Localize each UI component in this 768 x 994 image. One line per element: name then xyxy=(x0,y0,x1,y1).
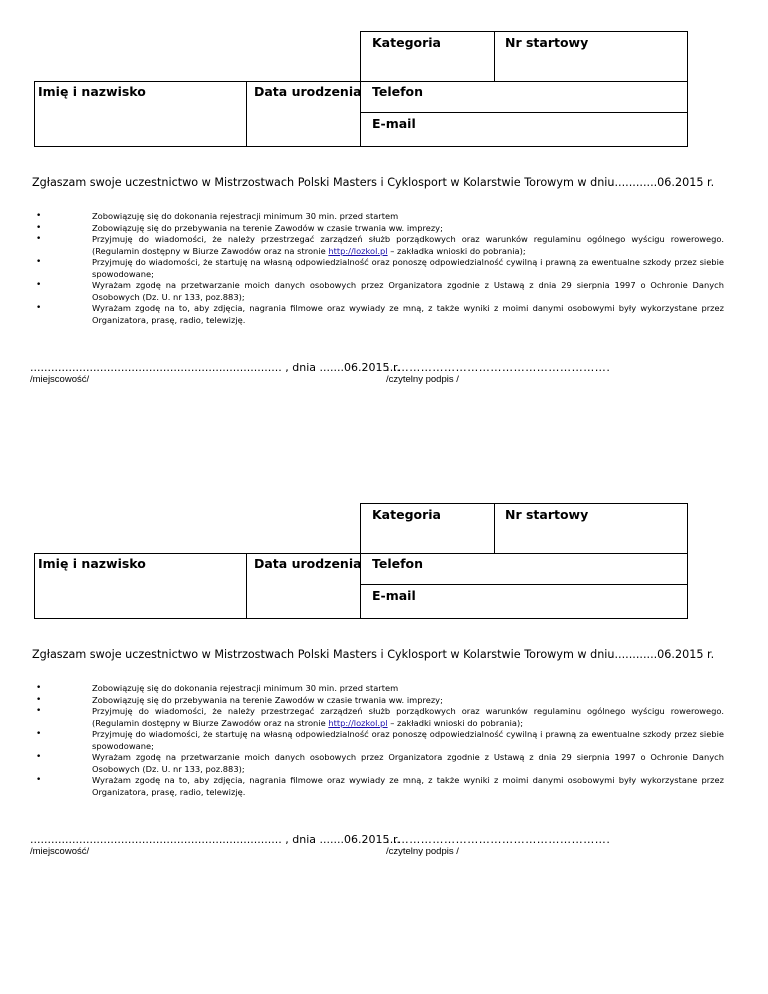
bullet-icon: • xyxy=(36,706,42,716)
list-item: • Przyjmuję do wiadomości, że należy przestrzegać zarządzeń służb porządkowych oraz warunków regulaminu ogólnego wyścigu rowerowego. (Regulamin dostępny w Biurze Zawodów oraz na stronie http://lozkol.pl – zakładki wnioski do pobrania); xyxy=(36,706,724,728)
list-item: • Wyrażam zgodę na przetwarzanie moich danych osobowych przez Organizatora zgodnie z Ustawą z dnia 29 sierpnia 1997 o Ochronie Danych Osobowych (Dz. U. nr 133, poz.883); xyxy=(36,280,724,302)
place-date-line: ........................................................................ , dnia .......06.2015 r. xyxy=(30,833,400,846)
phone-label: Telefon xyxy=(372,84,424,99)
list-item: • Zobowiązuję się do przebywania na terenie Zawodów w czasie trwania ww. imprezy; xyxy=(36,222,443,233)
divider xyxy=(360,112,688,113)
name-label: Imię i nazwisko xyxy=(38,556,146,571)
birth-date-label: Data urodzenia xyxy=(254,84,362,99)
signature-caption: /czytelny podpis / xyxy=(386,846,459,857)
category-label: Kategoria xyxy=(372,507,441,522)
regulations-link[interactable]: http://lozkol.pl xyxy=(328,717,388,728)
signature-caption: /czytelny podpis / xyxy=(386,374,459,385)
divider xyxy=(494,503,495,554)
list-item: • Wyrażam zgodę na przetwarzanie moich danych osobowych przez Organizatora zgodnie z Ustawą z dnia 29 sierpnia 1997 o Ochronie Danych Osobowych (Dz. U. nr 133, poz.883); xyxy=(36,752,724,774)
entry-form-2 xyxy=(0,472,768,892)
bullet-icon: • xyxy=(36,683,42,693)
list-item: • Przyjmuję do wiadomości, że startuję na własną odpowiedzialność oraz ponoszę odpowiedzialność cywilną i prawną za ewentualne szkody przez siebie spowodowane; xyxy=(36,729,724,751)
email-label: E-mail xyxy=(372,116,416,131)
terms-list xyxy=(36,211,724,326)
signature-line: …………………………………………………. xyxy=(386,361,611,374)
bullet-icon: • xyxy=(36,280,42,290)
bullet-icon: • xyxy=(36,234,42,244)
bullet-icon: • xyxy=(36,775,42,785)
bullet-icon: • xyxy=(36,694,42,705)
place-caption: /miejscowość/ xyxy=(30,374,90,385)
list-item: • Przyjmuję do wiadomości, że startuję na własną odpowiedzialność oraz ponoszę odpowiedzialność cywilną i prawną za ewentualne szkody przez siebie spowodowane; xyxy=(36,257,724,279)
entry-form-1 xyxy=(0,0,768,420)
bullet-icon: • xyxy=(36,303,42,313)
place-date-line: ........................................................................ , dnia .......06.2015 r. xyxy=(30,361,400,374)
terms-list xyxy=(36,683,724,798)
bullet-icon: • xyxy=(36,752,42,762)
start-number-label: Nr startowy xyxy=(505,507,589,522)
list-item: • Wyrażam zgodę na to, aby zdjęcia, nagrania filmowe oraz wywiady ze mną, z także wyniki z moimi danymi osobowymi były wykorzystane przez Organizatora, prasę, radio, telewizję. xyxy=(36,303,724,325)
divider xyxy=(360,584,688,585)
bullet-icon: • xyxy=(36,257,42,267)
divider xyxy=(494,31,495,82)
name-label: Imię i nazwisko xyxy=(38,84,146,99)
declaration-text: Zgłaszam swoje uczestnictwo w Mistrzostwach Polski Masters i Cyklosport w Kolarstwie Torowym w dniu............06.2015 r. xyxy=(32,176,715,189)
email-label: E-mail xyxy=(372,588,416,603)
category-label: Kategoria xyxy=(372,35,441,50)
bullet-icon: • xyxy=(36,211,42,221)
signature-line: …………………………………………………. xyxy=(386,833,611,846)
start-number-label: Nr startowy xyxy=(505,35,589,50)
place-caption: /miejscowość/ xyxy=(30,846,90,857)
bullet-icon: • xyxy=(36,729,42,739)
list-item: • Wyrażam zgodę na to, aby zdjęcia, nagrania filmowe oraz wywiady ze mną, z także wyniki z moimi danymi osobowymi były wykorzystane przez Organizatora, prasę, radio, telewizję. xyxy=(36,775,724,797)
list-item: • Zobowiązuję się do dokonania rejestracji minimum 30 min. przed startem xyxy=(36,683,399,693)
divider xyxy=(246,553,247,619)
divider xyxy=(246,81,247,147)
list-item: • Zobowiązuję się do dokonania rejestracji minimum 30 min. przed startem xyxy=(36,211,399,221)
declaration-text: Zgłaszam swoje uczestnictwo w Mistrzostwach Polski Masters i Cyklosport w Kolarstwie Torowym w dniu............06.2015 r. xyxy=(32,648,715,661)
list-item: • Przyjmuję do wiadomości, że należy przestrzegać zarządzeń służb porządkowych oraz warunków regulaminu ogólnego wyścigu rowerowego. (Regulamin dostępny w Biurze Zawodów oraz na stronie http://lozkol.pl – zakładka wnioski do pobrania); xyxy=(36,234,724,256)
list-item: • Zobowiązuję się do przebywania na terenie Zawodów w czasie trwania ww. imprezy; xyxy=(36,694,443,705)
birth-date-label: Data urodzenia xyxy=(254,556,362,571)
phone-label: Telefon xyxy=(372,556,424,571)
bullet-icon: • xyxy=(36,222,42,233)
regulations-link[interactable]: http://lozkol.pl xyxy=(328,245,388,256)
